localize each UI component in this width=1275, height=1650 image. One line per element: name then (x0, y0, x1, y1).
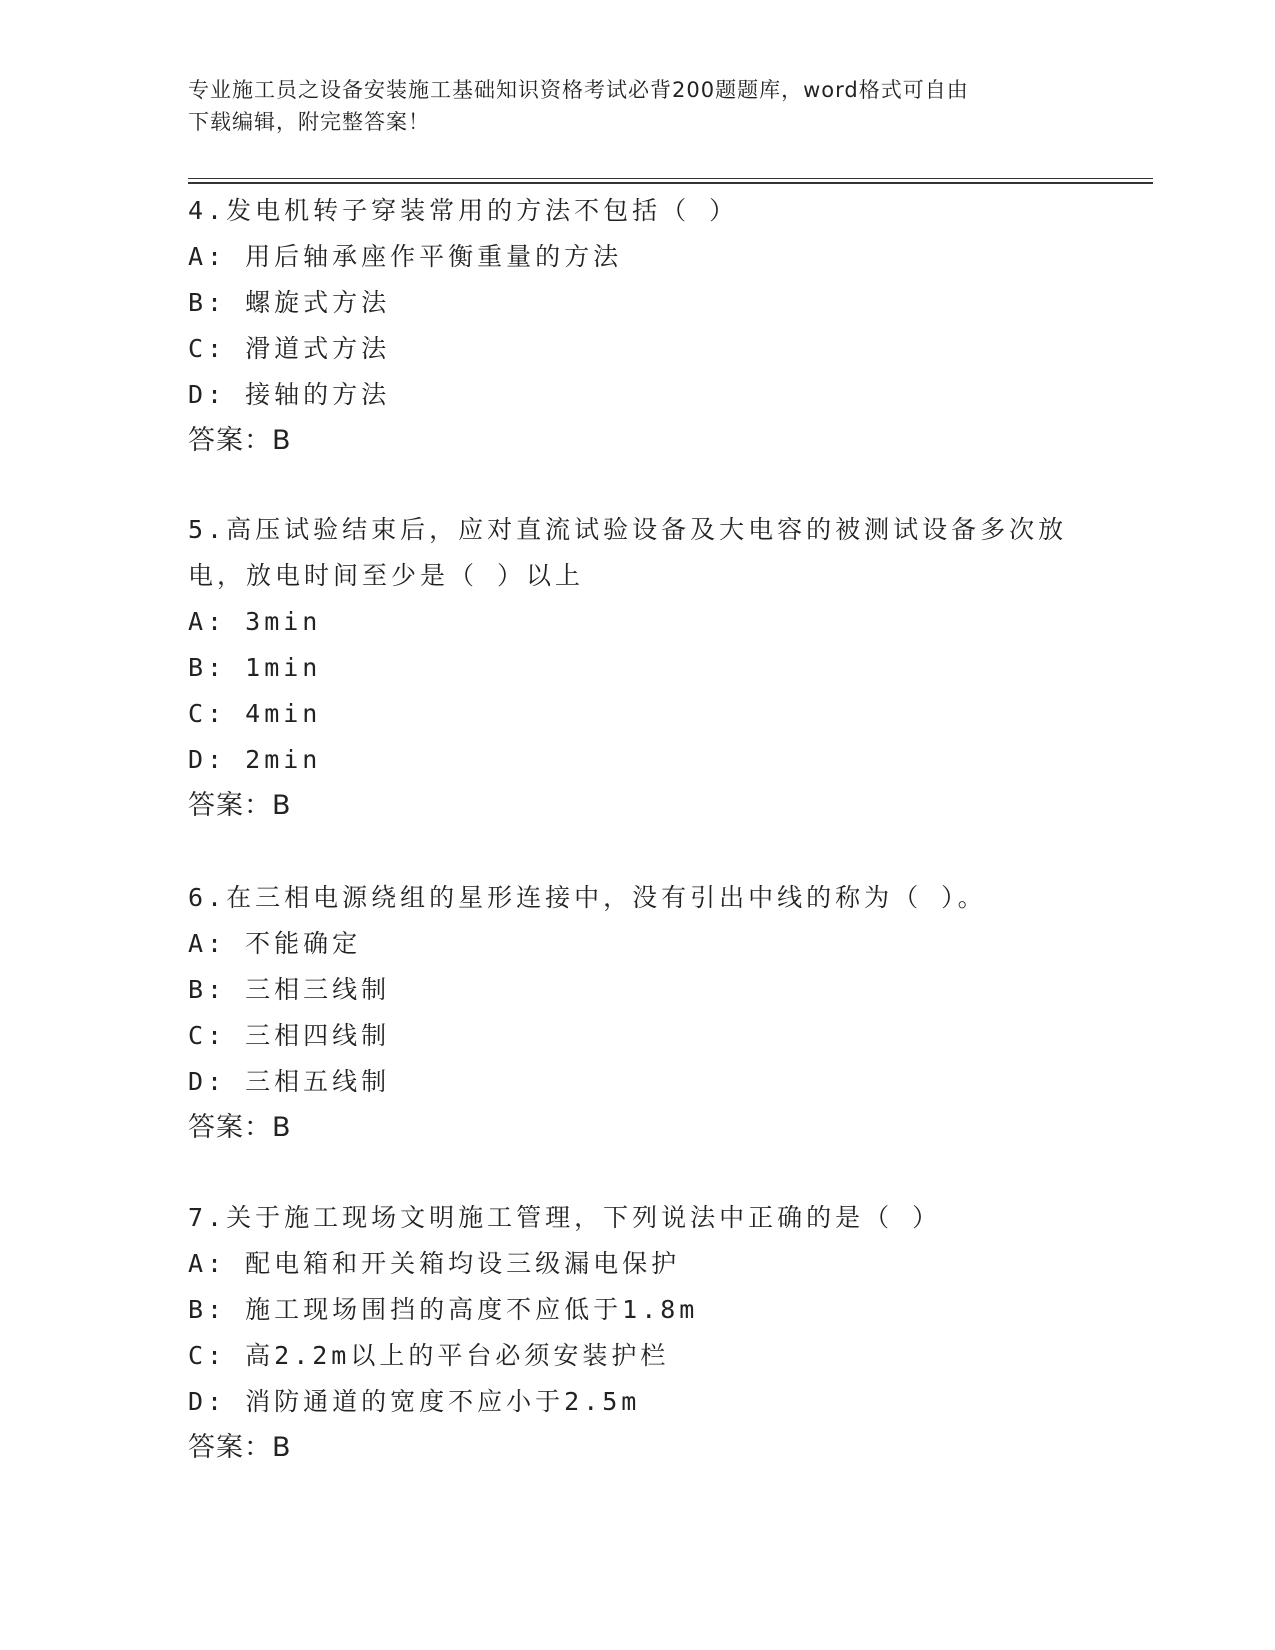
option-a: A: 不能确定 (188, 929, 362, 958)
question-block (188, 1195, 1088, 1471)
option-b: B: 三相三线制 (188, 975, 391, 1004)
option-a: A: 配电箱和开关箱均设三级漏电保护 (188, 1249, 681, 1278)
question-block (188, 188, 1088, 464)
answer-label: 答案：B (188, 1112, 292, 1143)
answer-label: 答案：B (188, 425, 292, 456)
option-c: C: 三相四线制 (188, 1021, 391, 1050)
option-c: C: 4min (188, 699, 322, 728)
option-c: C: 滑道式方法 (188, 334, 391, 363)
option-d: D: 接轴的方法 (188, 380, 391, 409)
question-block (188, 507, 1088, 829)
question-block (188, 875, 1088, 1151)
question-stem-continued: 电，放电时间至少是（ ）以上 (188, 561, 585, 590)
question-stem: 7.关于施工现场文明施工管理，下列说法中正确的是（ ） (188, 1203, 942, 1232)
option-a: A: 用后轴承座作平衡重量的方法 (188, 242, 623, 271)
option-a: A: 3min (188, 607, 322, 636)
option-c: C: 高2.2m以上的平台必须安装护栏 (188, 1341, 670, 1370)
document-header (188, 74, 1088, 138)
question-stem: 5.高压试验结束后，应对直流试验设备及大电容的被测试设备多次放 (188, 515, 1068, 544)
option-b: B: 螺旋式方法 (188, 288, 391, 317)
answer-label: 答案：B (188, 1432, 292, 1463)
header-title-line: 专业施工员之设备安装施工基础知识资格考试必背200题题库，word格式可自由 (188, 78, 969, 102)
option-b: B: 1min (188, 653, 322, 682)
option-d: D: 消防通道的宽度不应小于2.5m (188, 1387, 641, 1416)
question-stem: 4.发电机转子穿装常用的方法不包括（ ） (188, 196, 739, 225)
answer-label: 答案：B (188, 790, 292, 821)
option-d: D: 2min (188, 745, 322, 774)
header-divider (188, 182, 1153, 184)
option-d: D: 三相五线制 (188, 1067, 391, 1096)
header-divider (188, 178, 1153, 179)
option-b: B: 施工现场围挡的高度不应低于1.8m (188, 1295, 699, 1324)
question-stem: 6.在三相电源绕组的星形连接中，没有引出中线的称为（ ）。 (188, 883, 987, 912)
header-title-line: 下载编辑，附完整答案！ (188, 110, 430, 134)
